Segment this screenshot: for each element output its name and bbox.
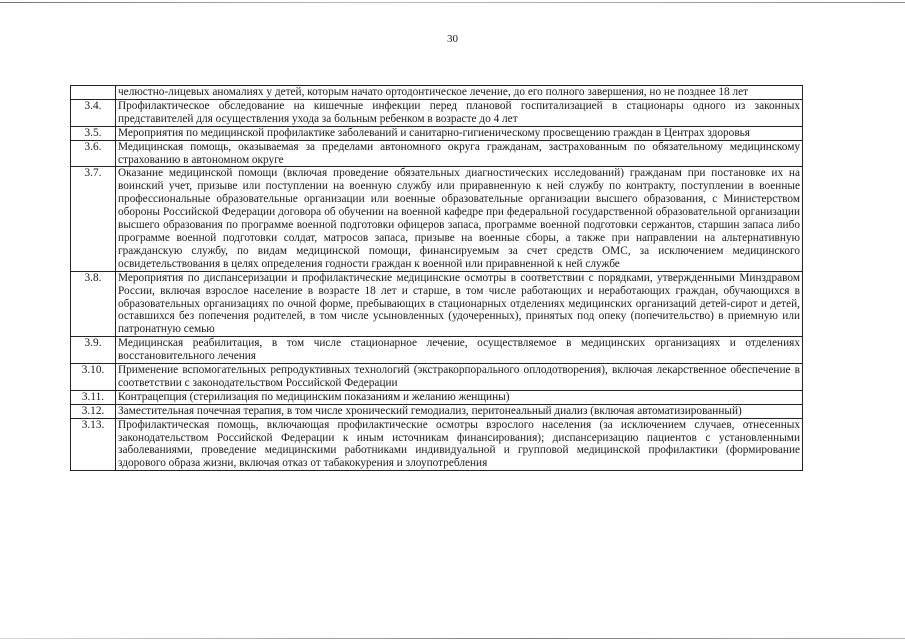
row-text: Применение вспомогательных репродуктивных технологий (экстракорпорального оплодотворения), включая лекарственное обеспечение в соответствии с законодательством Российской Федерации <box>116 364 803 391</box>
row-number: 3.13. <box>71 418 116 471</box>
row-text: Оказание медицинской помощи (включая проведение обязательных диагностических исследований) гражданам при постановке их на воинский учет, призыве или поступлении на военную службу или приравненную к ней службу по контракту, поступлении в военные профессиональные образовательные организации или военные образовательные организации высшего образования, с Министерством обороны Российской Федерации договора об обучении на военной кафедре при федеральной государственной образовательной организации высшего образования по программе военной подготовки офицеров запаса, программе военной подготовки сержантов, старшин запаса либо программе военной подготовки солдат, матросов запаса, призыве на военные сборы, а также при направлении на альтернативную гражданскую службу, по видам медицинской помощи, финансируемым за счет средств ОМС, за исключением медицинского освидетельствования в целях определения годности граждан к военной или приравненной к ней службе <box>116 167 803 271</box>
row-text: Медицинская реабилитация, в том числе стационарное лечение, осуществляемое в медицинских организациях и отделениях восстановительного лечения <box>116 337 803 364</box>
table-row <box>71 167 803 271</box>
table-row <box>71 140 803 167</box>
row-number: 3.4. <box>71 99 116 126</box>
row-number: 3.5. <box>71 126 116 140</box>
row-text: челюстно-лицевых аномалиях у детей, которым начато ортодонтическое лечение, до его полного завершения, но не позднее 18 лет <box>116 86 803 100</box>
row-text: Мероприятия по диспансеризации и профилактические медицинские осмотры в соответствии с порядками, утвержденными Минздравом России, включая взрослое население в возрасте 18 лет и старше, в том числе работающих и неработающих граждан, обучающихся в образовательных организациях по очной форме, пребывающих в стационарных отделениях медицинских организаций детей-сирот и детей, оставшихся без попечения родителей, в том числе усыновленных (удочеренных), принятых под опеку (попечительство) в приемную или патронатную семью <box>116 271 803 337</box>
page-number: 30 <box>447 33 458 45</box>
services-table-body <box>71 86 803 471</box>
table-row <box>71 337 803 364</box>
row-number: 3.6. <box>71 140 116 167</box>
scan-edge-bottom <box>0 638 905 639</box>
table-row <box>71 404 803 418</box>
table-row <box>71 126 803 140</box>
table-row <box>71 86 803 100</box>
row-number: 3.9. <box>71 337 116 364</box>
row-text: Профилактическая помощь, включающая профилактические осмотры взрослого населения (за исключением случаев, отнесенных законодательством Российской Федерации к иным источникам финансирования); диспансеризацию пациентов с установленными заболеваниями, проведение медицинскими работниками индивидуальной и групповой медицинской профилактики (формирование здорового образа жизни, включая отказ от табакокурения и злоупотребления <box>116 418 803 471</box>
row-number: 3.12. <box>71 404 116 418</box>
table-row <box>71 364 803 391</box>
table-row <box>71 271 803 337</box>
row-number: 3.11. <box>71 390 116 404</box>
services-table <box>70 85 803 471</box>
row-number <box>71 86 116 100</box>
row-text: Заместительная почечная терапия, в том числе хронический гемодиализ, перитонеальный диализ (включая автоматизированный) <box>116 404 803 418</box>
scan-edge-top <box>0 2 905 3</box>
row-text: Профилактическое обследование на кишечные инфекции перед плановой госпитализацией в стационары одного из законных представителей для осуществления ухода за больным ребенком в возрасте до 4 лет <box>116 99 803 126</box>
row-number: 3.7. <box>71 167 116 271</box>
row-number: 3.10. <box>71 364 116 391</box>
table-row <box>71 99 803 126</box>
row-text: Контрацепция (стерилизация по медицинским показаниям и желанию женщины) <box>116 390 803 404</box>
row-text: Медицинская помощь, оказываемая за пределами автономного округа гражданам, застрахованным по обязательному медицинскому страхованию в автономном округе <box>116 140 803 167</box>
row-text: Мероприятия по медицинской профилактике заболеваний и санитарно-гигиеническому просвещению граждан в Центрах здоровья <box>116 126 803 140</box>
row-number: 3.8. <box>71 271 116 337</box>
table-row <box>71 418 803 471</box>
table-row <box>71 390 803 404</box>
